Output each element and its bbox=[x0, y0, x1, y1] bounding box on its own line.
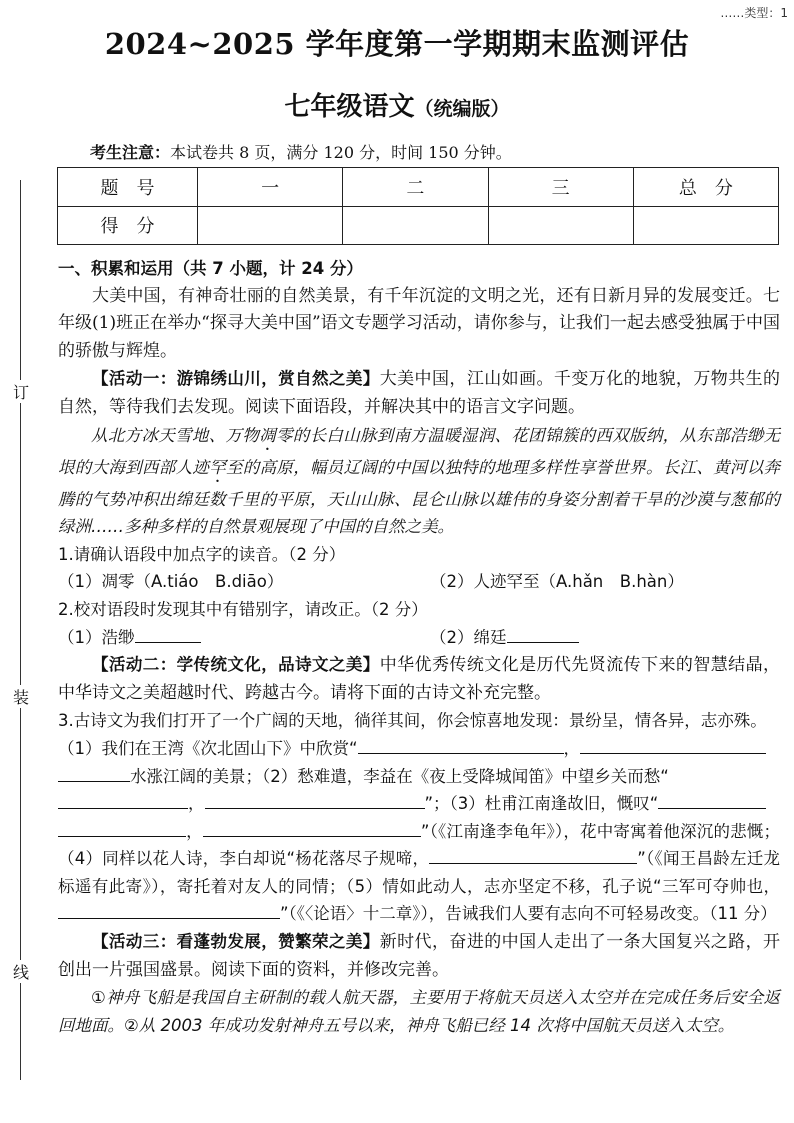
subtitle-edition: （统编版） bbox=[414, 98, 510, 120]
score-cell[interactable] bbox=[343, 206, 488, 245]
question-3-text: ”；（3）杜甫江南逢故旧，慨叹“ bbox=[424, 794, 659, 814]
score-header-cell: 总 分 bbox=[633, 168, 778, 207]
section-intro: 大美中国，有神奇壮丽的自然美景，有千年沉淀的文明之光，还有日新月异的发展变迁。七年级(1)班正在举办“探寻大美中国”语文专题学习活动，请你参与，让我们一起去感受独属于中国的骄傲与辉煌。 bbox=[58, 285, 780, 361]
question-2-stem: 2.校对语段时发现其中有错别字，请改正。（2 分） bbox=[58, 599, 428, 619]
question-3-body: （1）我们在王湾《次北固山下》中欣赏“ ， 水涨江阔的美景；（2）愁难遣，李益在《夜上受降城闻笛》中望乡关而愁“ ， ”；（3）杜甫江南逢故旧，慨叹“ ， ”（《江南逢李龟年》），花中寄寓着他深沉的悲慨；（4）同样以花人诗，李白却说“杨花落尽子规啼， ”（《闻王昌龄左迁龙标遥有此寄》），寄托着对友人的同情；（5）情如此动人，志亦坚定不移，孔子说“三军可夺帅也，”（《〈论语〉十二章》），告诫我们人要有志向不可轻易改变。（11 分） bbox=[58, 735, 780, 928]
binding-mark: 线 bbox=[11, 960, 31, 983]
activity-two bbox=[58, 651, 780, 707]
question-3-text: ”（《江南逢李龟年》），花中寄寓着他深沉的悲慨；（4）同样以花人诗，李白却说“杨花落尽子规啼， bbox=[58, 821, 780, 869]
activity-one-text: 大美中国，江山如画。千变万化的地貌，万物共生的自然，等待我们去发现。阅读下面语段，并解决其中的语言文字问题。 bbox=[58, 369, 781, 417]
section-one bbox=[58, 255, 780, 1039]
answer-blank[interactable] bbox=[429, 845, 637, 864]
subtitle-main: 七年级语文 bbox=[284, 92, 415, 122]
exam-notice bbox=[90, 140, 512, 163]
dotted-char: 罕 bbox=[209, 457, 226, 477]
score-table bbox=[57, 167, 779, 245]
question-2-part-b-label: （2）绵廷 bbox=[430, 627, 507, 647]
answer-blank[interactable] bbox=[658, 790, 766, 809]
section-heading: 一、积累和运用（共 7 小题，计 24 分） bbox=[58, 259, 363, 278]
material-passage: ①神舟飞船是我国自主研制的载人航天器，主要用于将航天员送入太空并在完成任务后安全返回地面。②从 2003 年成功发射神舟五号以来，神舟飞船已经 14 次将中国航天员送入太空。 bbox=[58, 988, 780, 1035]
notice-label: 考生注意： bbox=[90, 143, 171, 162]
answer-blank[interactable] bbox=[580, 735, 766, 754]
score-value-row bbox=[58, 206, 779, 245]
score-cell[interactable] bbox=[633, 206, 778, 245]
question-2-part-a-label: （1）浩缈 bbox=[58, 627, 135, 647]
exam-title: 2024~2025 学年度第一学期期末监测评估 bbox=[104, 27, 690, 61]
question-3-text: ”（《〈论语〉十二章》），告诫我们人要有志向不可轻易改变。（11 分） bbox=[280, 904, 777, 924]
activity-two-label: 【活动二：学传统文化，品诗文之美】 bbox=[92, 655, 380, 675]
binding-line bbox=[2, 180, 42, 1080]
activity-three-text: 新时代，奋进的中国人走出了一条大国复兴之路，开创出一片强国盛景。阅读下面的资料，并修改完善。 bbox=[58, 932, 781, 980]
question-1-stem: 1.请确认语段中加点字的读音。（2 分） bbox=[58, 544, 346, 564]
score-cell[interactable] bbox=[488, 206, 633, 245]
binding-rule bbox=[20, 180, 21, 1080]
passage-text: 零的长白山脉到南方温暖湿润、花团锦簇的西双版纳，从东部浩缈无垠的大海到西部人迹 bbox=[58, 425, 780, 477]
activity-two-text: 中华优秀传统文化是历代先贤流传下来的智慧结晶，中华诗文之美超越时代、跨越古今。请将下面的古诗文补充完整。 bbox=[58, 655, 781, 703]
answer-blank[interactable] bbox=[358, 735, 564, 754]
question-3-stem: 3.古诗文为我们打开了一个广阔的天地，徜徉其间，你会惊喜地发现：景纷呈，情各异，志亦殊。 bbox=[58, 711, 767, 731]
score-header-cell: 一 bbox=[198, 168, 343, 207]
activity-one bbox=[58, 365, 780, 421]
answer-blank[interactable] bbox=[205, 790, 425, 809]
binding-mark: 订 bbox=[11, 380, 31, 403]
exam-subtitle bbox=[0, 86, 794, 123]
activity-one-label: 【活动一：游锦绣山川，赏自然之美】 bbox=[92, 369, 380, 389]
score-header-cell: 三 bbox=[488, 168, 633, 207]
question-3-text: （1）我们在王湾《次北固山下》中欣赏“ bbox=[58, 738, 358, 758]
activity-three bbox=[58, 928, 780, 984]
question-1-options bbox=[58, 568, 780, 596]
score-row-label: 得 分 bbox=[58, 206, 198, 245]
score-cell[interactable] bbox=[198, 206, 343, 245]
dotted-char: 凋 bbox=[259, 425, 276, 445]
answer-blank[interactable] bbox=[58, 818, 186, 837]
corner-code: ……类型：1 bbox=[720, 6, 788, 20]
question-2-part-a bbox=[58, 624, 430, 652]
answer-blank[interactable] bbox=[507, 624, 579, 643]
score-header-row bbox=[58, 168, 779, 207]
activity-three-label: 【活动三：看蓬勃发展，赞繁荣之美】 bbox=[92, 932, 380, 952]
question-2-part-b bbox=[430, 624, 579, 652]
reading-passage bbox=[58, 422, 780, 541]
notice-text: 本试卷共 8 页，满分 120 分，时间 150 分钟。 bbox=[170, 143, 512, 162]
answer-blank[interactable] bbox=[135, 624, 201, 643]
question-2-parts bbox=[58, 624, 780, 652]
question-3-text: ”（《闻王昌龄左迁龙标遥有此寄》），寄托着对友人的同情；（5）情如此动人，志亦坚定不移，孔子说“三军可夺帅也， bbox=[58, 849, 780, 896]
question-1-part-b[interactable]: （2）人迹罕至（A.hǎn B.hàn） bbox=[430, 572, 684, 592]
score-header-cell: 二 bbox=[343, 168, 488, 207]
question-1-part-a[interactable]: （1）凋零（A.tiáo B.diāo） bbox=[58, 572, 284, 592]
answer-blank[interactable] bbox=[58, 763, 130, 782]
question-3-text: 水涨江阔的美景；（2）愁难遣，李益在《夜上受降城闻笛》中望乡关而愁“ bbox=[130, 766, 669, 786]
passage-text: 从北方冰天雪地、万物 bbox=[91, 425, 260, 445]
passage-text: 至的高原，幅员辽阔的中国以独特的地理多样性享誉世界。长江、黄河以奔腾的气势冲积出绵廷数千里的平原，天山山脉、昆仑山脉以雄伟的身姿分割着干旱的沙漠与葱郁的绿洲……多种多样的自然景观展现了中国的自然之美。 bbox=[58, 457, 781, 537]
answer-blank[interactable] bbox=[58, 790, 188, 809]
answer-blank[interactable] bbox=[58, 900, 280, 919]
binding-mark: 装 bbox=[11, 685, 31, 708]
answer-blank[interactable] bbox=[203, 818, 421, 837]
score-header-cell: 题 号 bbox=[58, 168, 198, 207]
